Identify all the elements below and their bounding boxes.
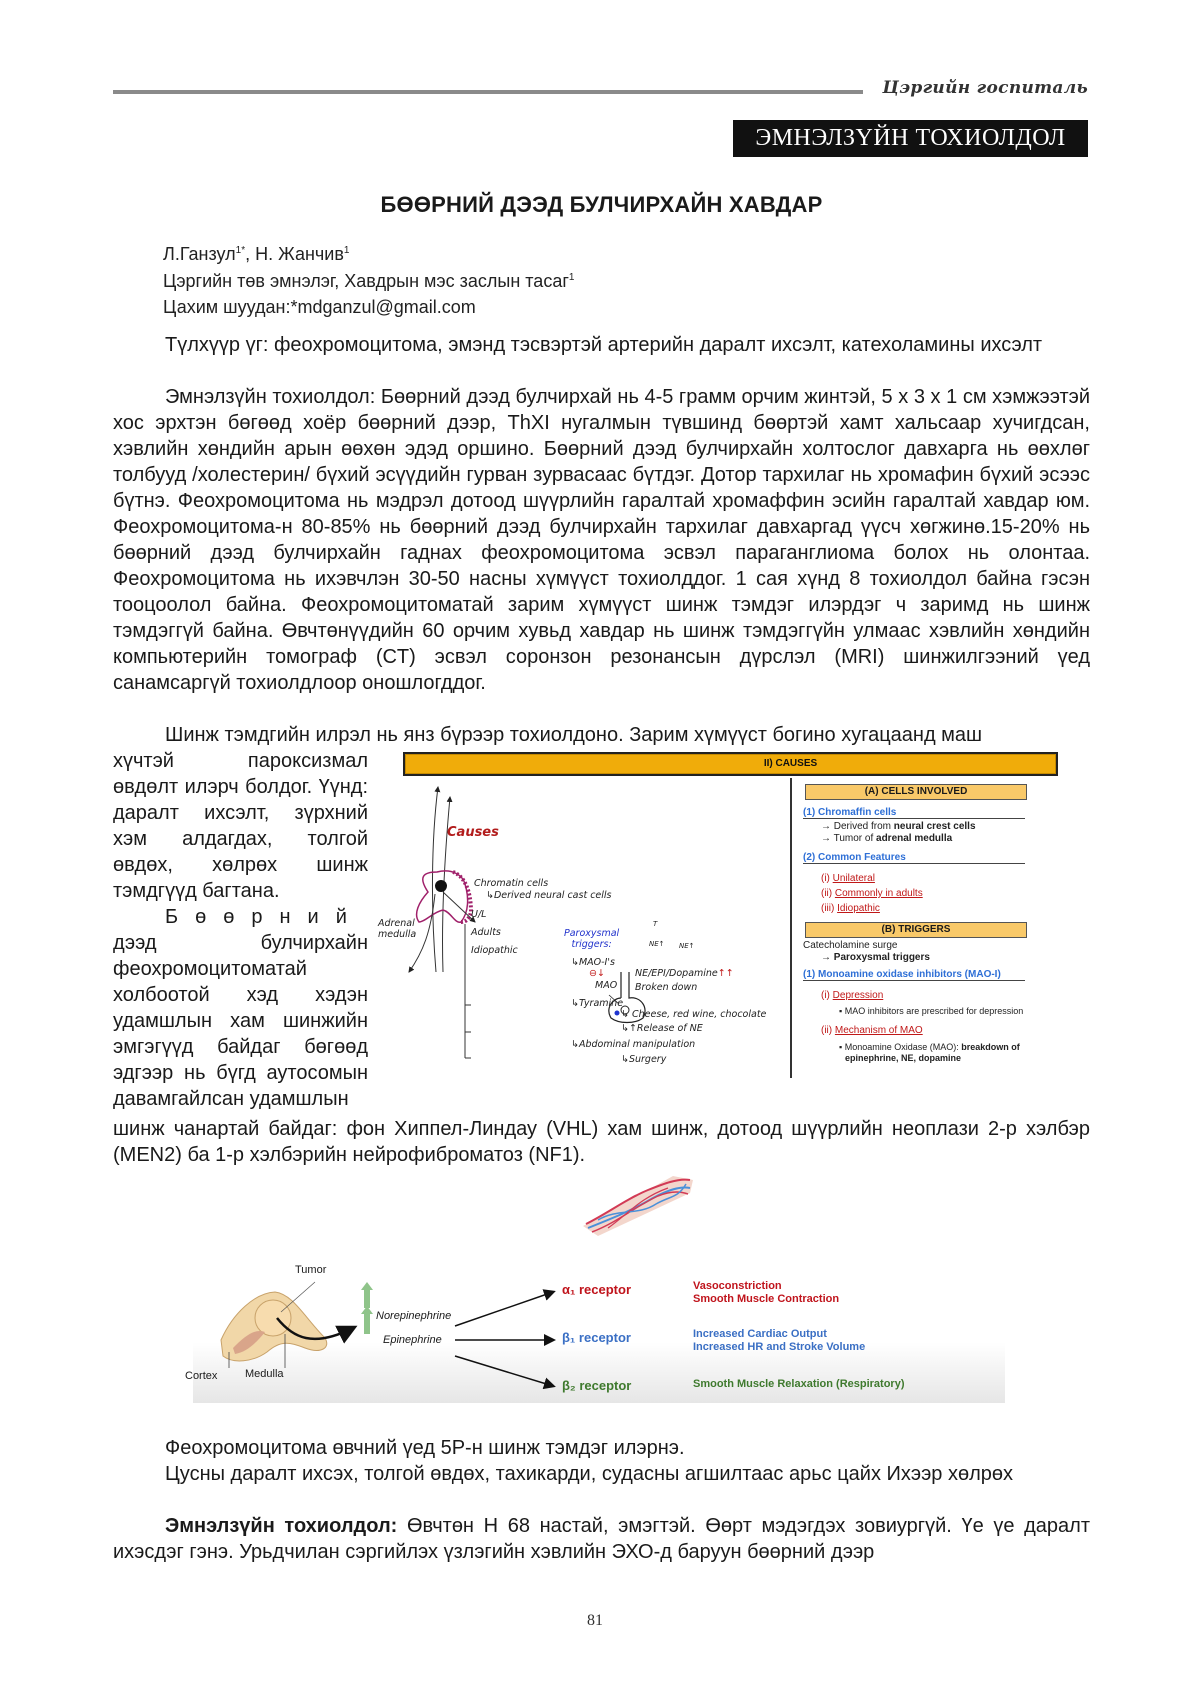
depression-note: ▪ MAO inhibitors are prescribed for depression [839,1006,1024,1016]
alpha1-receptor-label: α₁ receptor [562,1282,631,1297]
receptor-figure [185,1264,1005,1403]
adults-label: Adults [471,927,501,938]
release-ne-label: ↳↑Release of NE [621,1023,703,1034]
feature-unilateral: (i) Unilateral [821,873,875,884]
idiopathic-label: Idiopathic [471,945,518,956]
tumor-line: → Tumor of adrenal medulla [821,833,953,844]
author-2: Н. Жанчив [255,244,344,264]
cells-involved-box: (A) CELLS INVOLVED [805,784,1027,800]
alpha1-effects: Vasoconstriction Smooth Muscle Contraction [693,1280,840,1305]
affiliation: Цэргийн төв эмнэлэг, Хавдрын мэс заслын тасаг$^1$ [163,271,575,291]
tyramine-label: ↳Tyramine [571,998,624,1009]
beta1-receptor-label: β₁ receptor [562,1330,631,1345]
intro-paragraph: Эмнэлзүйн тохиолдол: Бөөрний дээд булчирхай нь 4-5 грамм орчим жинтэй, 5 x 3 x 1 см хэмжээтэй хос эрхтэн бөгөөд хоёр бөөрний дээр, ThXI нугалмын түвшинд бөөртэй хамт хальсаар хучигдсан, хэвлийн хөндийн арын өөхөн эдэд оршино. Бөөрний дээд булчирхайн холтослог давхарга нь өөхлөг толбууд /холестерин/ бүхий эсүүдийн гурван зурвасаас бүтдэг. Дотор тархилаг нь хромафин бүхий эсээс бүтнэ. Феохромоцитома нь мэдрэл дотоод шүүрлийн гаралтай хромаффин эсийн гаралтай хавдар юм. Феохромоцитома-н 80-85% нь бөөрний дээд булчирхайн тархилаг давхаргад үүсч хөгжинө.15-20% нь бөөрний дээд булчирхайн гаднах феохромоцитома эсвэл параганглиома болох нь олонтаа. Феохромоцитома нь ихэвчлэн 30-50 насны хүмүүст тохиолддог. 1 сая хүнд 8 тохиолдол байна гэсэн тооцоолол байна. Феохромоцитоматай зарим хүмүүст шинж тэмдэг илэрдэг ч заримд нь шинж тэмдэггүй байна. Өвчтөнүүдийн 60 орчим хувьд хавдар нь шинж тэмдэггүйн улмаас хэвлийн хөндийн компьютерийн томограф (CT) эсвэл соронзон резонансын дүрслэл (MRI) шинжилгээний үед санамсаргүй тохиолдлоор оношлогддог. [113,386,1090,694]
mechanism-note: ▪ Monoamine Oxidase (MAO): breakdown of epinephrine, NE, dopamine [839,1042,1020,1063]
chromaffin-heading: (1) Chromaffin cells [803,807,1025,819]
section-label: ЭМНЭЛЗҮЙН ТОХИОЛДОЛ [733,120,1088,157]
keywords-paragraph: Түлхүүр үг: феохромоцитома, эмэнд тэсвэртэй артерийн даралт ихсэлт, катехоламины ихсэлт [165,334,1043,356]
wrapped-paragraph-2: Бөөрний дээд булчирхайн феохромоцитоматай холбоотой хэд хэдэн удамшлын хам шинжийн эмгэгүүд байдаг бөгөөд эдгээр нь бүгд аутосомын давамгайлсан удамшлын [113,906,368,1110]
figure-divider [790,778,792,1078]
chromatin-cells-label: Chromatin cells [474,878,549,889]
hereditary-paragraph: шинж чанартай байдаг: фон Хиппел-Линдау (VHL) хам шинж, дотоод шүүрлийн неоплази 2-р хэлбэр (MEN2) ба 1-р хэлбэрийн нейрофиброматоз (NF1). [113,1118,1090,1166]
feature-adults: (ii) Commonly in adults [821,888,923,899]
wrapped-paragraph-1: хүчтэй пароксизмал өвдөлт илэрч болдог. Үүнд: даралт ихсэлт, зүрхний хэм алдагдах, толгой өвдөх, хөлрөх шинж тэмдгүүд багтана. [113,750,368,902]
adrenal-sketch-icon [373,772,793,1082]
norepinephrine-label: Norepinephrine [376,1310,452,1322]
causes-figure [378,752,1058,1082]
mechanism-item: (ii) Mechanism of MAO [821,1025,923,1036]
derived-neural-label: ↳Derived neural cast cells [486,890,612,901]
page-number: 81 [587,1612,603,1629]
ul-label: U/L [471,909,487,920]
common-features-heading: (2) Common Features [803,852,1025,864]
author-1: Л.Ганзул [163,244,236,264]
catecholamine-surge: Catecholamine surge [803,940,898,951]
wrapped-text-column [113,748,368,1112]
five-p-list: Цусны даралт ихсэх, толгой өвдөх, тахикарди, судасны агшилтаас арьс цайх Ихээр хөлрөх [165,1463,1014,1485]
journal-name: Цэргийн госпиталь [882,78,1088,98]
paroxysmal-triggers-label: Paroxysmal triggers: [564,928,620,950]
causes-figure-header: II) CAUSES [403,752,1058,776]
causes-label: Causes [447,825,499,840]
paroxysmal-triggers-line: → Paroxysmal triggers [821,952,930,963]
broken-down-label: Broken down [635,982,698,993]
authors: Л.Ганзул$^{1*}$, Н. Жанчив$^1$ [163,244,350,264]
header-rule [113,90,863,94]
medulla-label: Medulla [245,1368,284,1380]
t-label: T [653,920,658,928]
cortex-label: Cortex [185,1370,218,1382]
blood-vessel-illustration-icon [578,1168,698,1238]
ne-up-left: NE↑ [649,940,665,948]
maoi-heading: (1) Monoamine oxidase inhibitors (MAO-I) [803,969,1025,981]
cheese-label: ↳ Cheese, red wine, chocolate [621,1009,767,1020]
tumor-label: Tumor [295,1264,327,1276]
symptoms-intro-line: Шинж тэмдгийн илрэл нь янз бүрээр тохиолдоно. Зарим хүмүүст богино хугацаанд маш [165,724,983,746]
minus-icon: ⊖↓ [589,968,605,979]
mao-is-label: ↳MAO-I's [571,957,615,968]
derived-line: → Derived from neural crest cells [821,821,976,832]
mao-label: MAO [595,980,618,991]
epinephrine-label: Epinephrine [383,1334,442,1346]
depression-item: (i) Depression [821,990,884,1001]
beta1-effects: Increased Cardiac Output Increased HR and Stroke Volume [693,1328,866,1353]
feature-idiopathic: (iii) Idiopathic [821,903,880,914]
case-label: Эмнэлзүйн тохиолдол: [165,1515,398,1537]
email-line: Цахим шуудан:*mdganzul@gmail.com [163,297,476,317]
triggers-box: (B) TRIGGERS [805,922,1027,938]
adrenal-medulla-label: Adrenal medulla [378,918,417,940]
surgery-label: ↳Surgery [621,1054,667,1065]
abdominal-label: ↳Abdominal manipulation [571,1039,696,1050]
article-title: БӨӨРНИЙ ДЭЭД БУЛЧИРХАЙН ХАВДАР [380,192,823,217]
beta2-effect: Smooth Muscle Relaxation (Respiratory) [693,1378,905,1390]
case-paragraph: Эмнэлзүйн тохиолдол: Өвчтөн Н 68 настай, эмэгтэй. Өөрт мэдэгдэх зовиургүй. Үе үе даралт ихэсдэг гэнэ. Урьдчилан сэргийлэх үзлэгийн хэвлийн ЭХО-д баруун бөөрний дээр [113,1515,1090,1563]
beta2-receptor-label: β₂ receptor [562,1378,632,1393]
ne-epi-dopamine-label: NE/EPI/Dopamine↑↑ [635,968,734,979]
ne-up-right: NE↑ [679,942,695,950]
five-p-line: Феохромоцитома өвчний үед 5P-н шинж тэмдэг илэрнэ. [165,1437,685,1459]
